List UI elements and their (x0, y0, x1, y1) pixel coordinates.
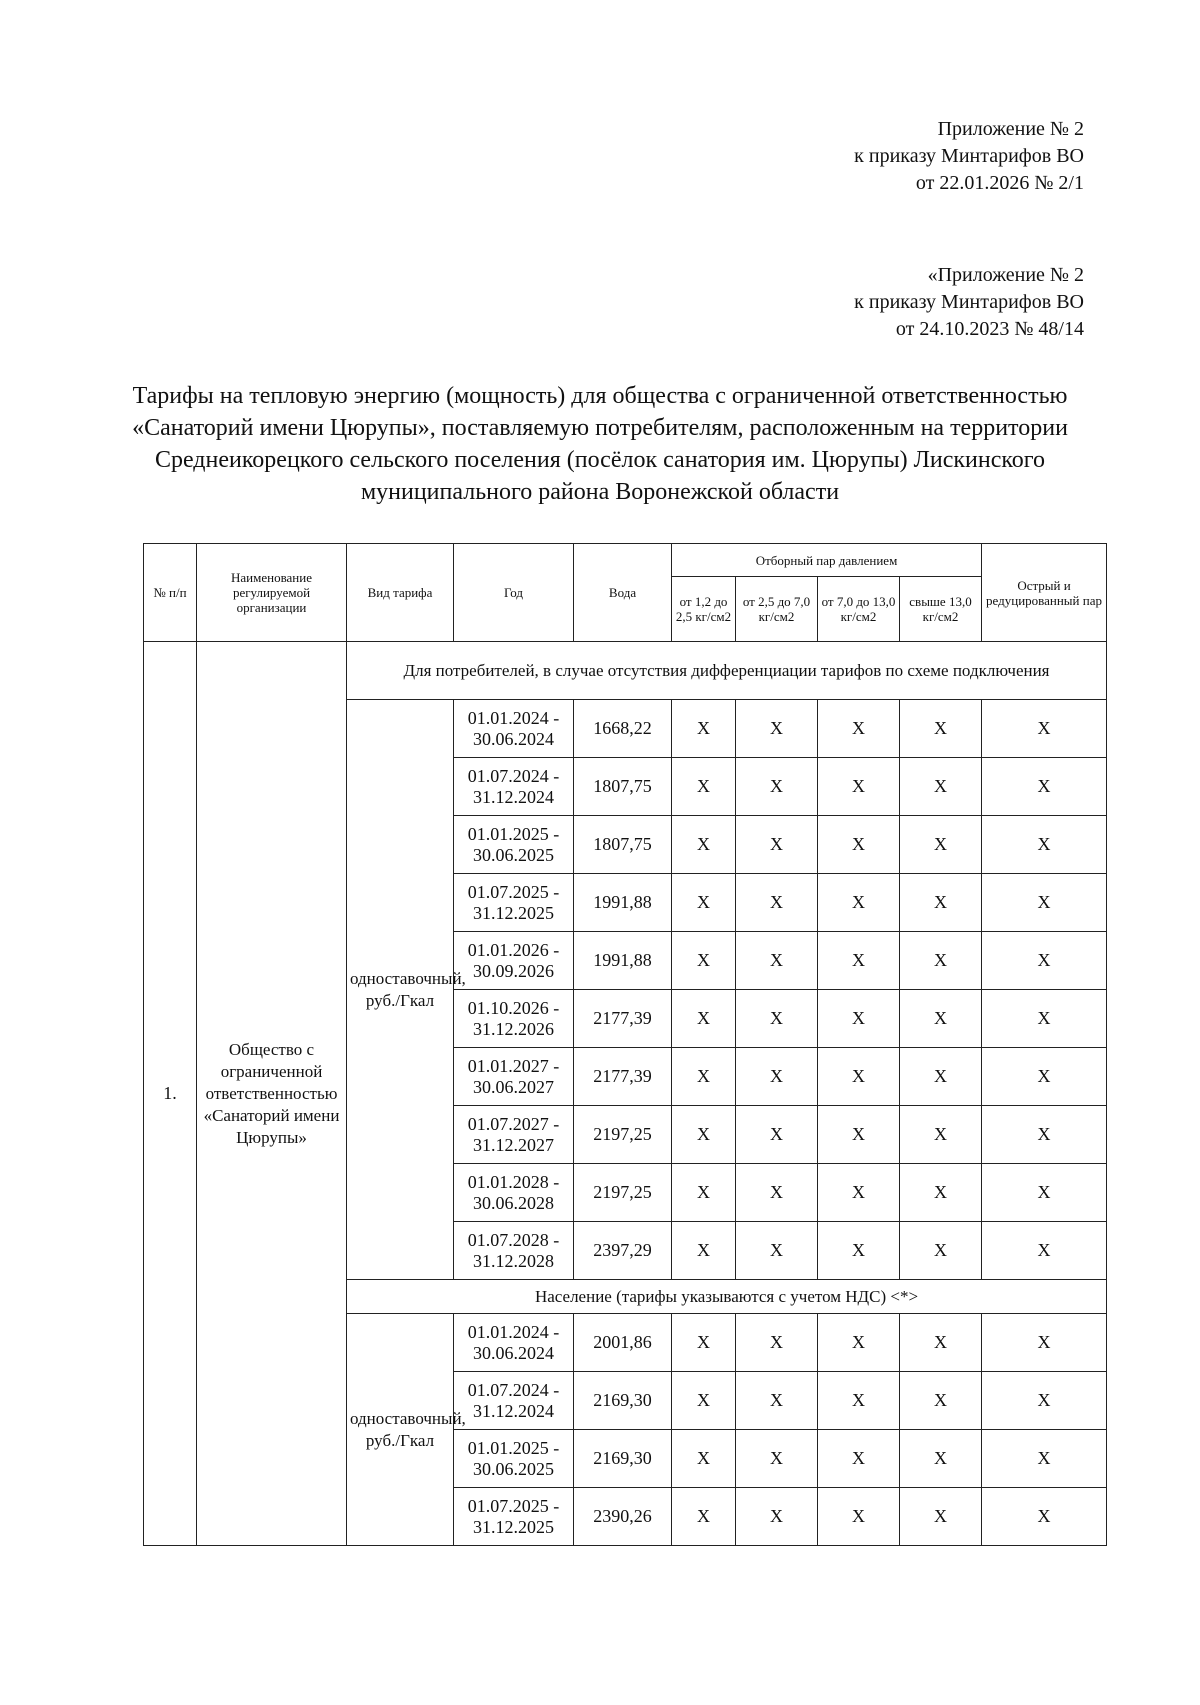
steam-sharp-cell: X (982, 874, 1107, 932)
organization-name: Общество с ограниченной ответственностью «Санаторий имени Цюрупы» (197, 642, 347, 1546)
period-cell: 01.01.2025 - 30.06.2025 (454, 816, 574, 874)
steam-p2-cell: X (736, 1048, 818, 1106)
steam-p3-cell: X (818, 990, 900, 1048)
steam-p1-cell: X (672, 932, 736, 990)
steam-sharp-cell: X (982, 1048, 1107, 1106)
tariff-kind: одноставочный, руб./Гкал (347, 1314, 454, 1546)
steam-p2-cell: X (736, 816, 818, 874)
steam-p3-cell: X (818, 1048, 900, 1106)
steam-sharp-cell: X (982, 700, 1107, 758)
appendix-current-line1: Приложение № 2 (937, 118, 1084, 140)
water-tariff-cell: 2197,25 (574, 1164, 672, 1222)
header-sharp-steam: Острый и редуцированный пар (982, 544, 1107, 642)
period-cell: 01.01.2026 - 30.09.2026 (454, 932, 574, 990)
steam-p4-cell: X (900, 1372, 982, 1430)
steam-sharp-cell: X (982, 1372, 1107, 1430)
appendix-previous-line3: от 24.10.2023 № 48/14 (895, 318, 1084, 340)
steam-sharp-cell: X (982, 1106, 1107, 1164)
steam-sharp-cell: X (982, 816, 1107, 874)
steam-sharp-cell: X (982, 1430, 1107, 1488)
steam-p1-cell: X (672, 1106, 736, 1164)
steam-p2-cell: X (736, 1106, 818, 1164)
steam-sharp-cell: X (982, 1488, 1107, 1546)
water-tariff-cell: 2001,86 (574, 1314, 672, 1372)
steam-sharp-cell: X (982, 932, 1107, 990)
steam-p4-cell: X (900, 700, 982, 758)
water-tariff-cell: 2397,29 (574, 1222, 672, 1280)
steam-p4-cell: X (900, 758, 982, 816)
header-steam-group: Отборный пар давлением (672, 544, 982, 577)
steam-p1-cell: X (672, 1048, 736, 1106)
steam-p3-cell: X (818, 1488, 900, 1546)
steam-p1-cell: X (672, 1488, 736, 1546)
steam-p3-cell: X (818, 1372, 900, 1430)
steam-p2-cell: X (736, 1164, 818, 1222)
tariff-kind: одноставочный, руб./Гкал (347, 700, 454, 1280)
steam-p4-cell: X (900, 1222, 982, 1280)
appendix-previous (854, 262, 1084, 343)
steam-p4-cell: X (900, 816, 982, 874)
appendix-current-line3: от 22.01.2026 № 2/1 (915, 172, 1084, 194)
period-cell: 01.01.2027 - 30.06.2027 (454, 1048, 574, 1106)
document-title: Тарифы на тепловую энергию (мощность) для общества с ограниченной ответственностью «Санаторий имени Цюрупы», поставляемую потребителям, расположенным на территории Среднеикорецкого сельского поселения (посёлок санатория им. Цюрупы) Лискинского муниципального района Воронежской области (132, 383, 1068, 505)
period-cell: 01.07.2028 - 31.12.2028 (454, 1222, 574, 1280)
water-tariff-cell: 1991,88 (574, 932, 672, 990)
water-tariff-cell: 2177,39 (574, 990, 672, 1048)
steam-p1-cell: X (672, 1430, 736, 1488)
row-number: 1. (144, 642, 197, 1546)
header-num: № п/п (144, 544, 197, 642)
steam-p2-cell: X (736, 758, 818, 816)
section-title: Население (тарифы указываются с учетом НДС) <*> (347, 1280, 1107, 1314)
header-p1: от 1,2 до 2,5 кг/см2 (672, 577, 736, 642)
steam-p4-cell: X (900, 990, 982, 1048)
appendix-previous-line2: к приказу Минтарифов ВО (854, 291, 1084, 313)
steam-p1-cell: X (672, 990, 736, 1048)
steam-p2-cell: X (736, 1488, 818, 1546)
period-cell: 01.07.2027 - 31.12.2027 (454, 1106, 574, 1164)
water-tariff-cell: 2169,30 (574, 1372, 672, 1430)
steam-sharp-cell: X (982, 1314, 1107, 1372)
header-kind: Вид тарифа (347, 544, 454, 642)
period-cell: 01.01.2025 - 30.06.2025 (454, 1430, 574, 1488)
steam-p4-cell: X (900, 1106, 982, 1164)
steam-p2-cell: X (736, 1222, 818, 1280)
water-tariff-cell: 1807,75 (574, 816, 672, 874)
steam-p2-cell: X (736, 1430, 818, 1488)
steam-p2-cell: X (736, 700, 818, 758)
steam-p3-cell: X (818, 1314, 900, 1372)
steam-p2-cell: X (736, 932, 818, 990)
water-tariff-cell: 2177,39 (574, 1048, 672, 1106)
section-title: Для потребителей, в случае отсутствия дифференциации тарифов по схеме подключения (347, 642, 1107, 700)
water-tariff-cell: 1807,75 (574, 758, 672, 816)
steam-sharp-cell: X (982, 990, 1107, 1048)
steam-p4-cell: X (900, 1488, 982, 1546)
header-org: Наименование регулируемой организации (197, 544, 347, 642)
water-tariff-cell: 2169,30 (574, 1430, 672, 1488)
header-p2: от 2,5 до 7,0 кг/см2 (736, 577, 818, 642)
steam-p4-cell: X (900, 1314, 982, 1372)
header-year: Год (454, 544, 574, 642)
section-row (144, 642, 1107, 700)
steam-sharp-cell: X (982, 1164, 1107, 1222)
steam-sharp-cell: X (982, 758, 1107, 816)
appendix-current (854, 116, 1084, 197)
steam-p1-cell: X (672, 758, 736, 816)
steam-p4-cell: X (900, 932, 982, 990)
steam-p1-cell: X (672, 1164, 736, 1222)
steam-p2-cell: X (736, 1372, 818, 1430)
water-tariff-cell: 2197,25 (574, 1106, 672, 1164)
appendix-previous-line1: «Приложение № 2 (927, 264, 1084, 286)
steam-p2-cell: X (736, 990, 818, 1048)
steam-p2-cell: X (736, 1314, 818, 1372)
steam-p3-cell: X (818, 816, 900, 874)
steam-p4-cell: X (900, 874, 982, 932)
period-cell: 01.07.2025 - 31.12.2025 (454, 1488, 574, 1546)
water-tariff-cell: 2390,26 (574, 1488, 672, 1546)
period-cell: 01.01.2028 - 30.06.2028 (454, 1164, 574, 1222)
header-p3: от 7,0 до 13,0 кг/см2 (818, 577, 900, 642)
header-water: Вода (574, 544, 672, 642)
steam-p3-cell: X (818, 1430, 900, 1488)
period-cell: 01.07.2024 - 31.12.2024 (454, 1372, 574, 1430)
table-body (144, 642, 1107, 1546)
appendix-current-line2: к приказу Минтарифов ВО (854, 145, 1084, 167)
steam-p2-cell: X (736, 874, 818, 932)
water-tariff-cell: 1991,88 (574, 874, 672, 932)
tariff-table (143, 543, 1107, 1546)
steam-p1-cell: X (672, 816, 736, 874)
steam-p3-cell: X (818, 1106, 900, 1164)
steam-p1-cell: X (672, 1372, 736, 1430)
steam-p4-cell: X (900, 1048, 982, 1106)
period-cell: 01.01.2024 - 30.06.2024 (454, 1314, 574, 1372)
header-p4: свыше 13,0 кг/см2 (900, 577, 982, 642)
period-cell: 01.07.2025 - 31.12.2025 (454, 874, 574, 932)
steam-p4-cell: X (900, 1164, 982, 1222)
steam-p3-cell: X (818, 1164, 900, 1222)
steam-p3-cell: X (818, 700, 900, 758)
steam-p3-cell: X (818, 1222, 900, 1280)
steam-p3-cell: X (818, 874, 900, 932)
water-tariff-cell: 1668,22 (574, 700, 672, 758)
steam-p3-cell: X (818, 932, 900, 990)
period-cell: 01.01.2024 - 30.06.2024 (454, 700, 574, 758)
steam-p1-cell: X (672, 1314, 736, 1372)
steam-p3-cell: X (818, 758, 900, 816)
steam-p1-cell: X (672, 700, 736, 758)
period-cell: 01.10.2026 - 31.12.2026 (454, 990, 574, 1048)
period-cell: 01.07.2024 - 31.12.2024 (454, 758, 574, 816)
steam-sharp-cell: X (982, 1222, 1107, 1280)
steam-p1-cell: X (672, 1222, 736, 1280)
steam-p4-cell: X (900, 1430, 982, 1488)
steam-p1-cell: X (672, 874, 736, 932)
